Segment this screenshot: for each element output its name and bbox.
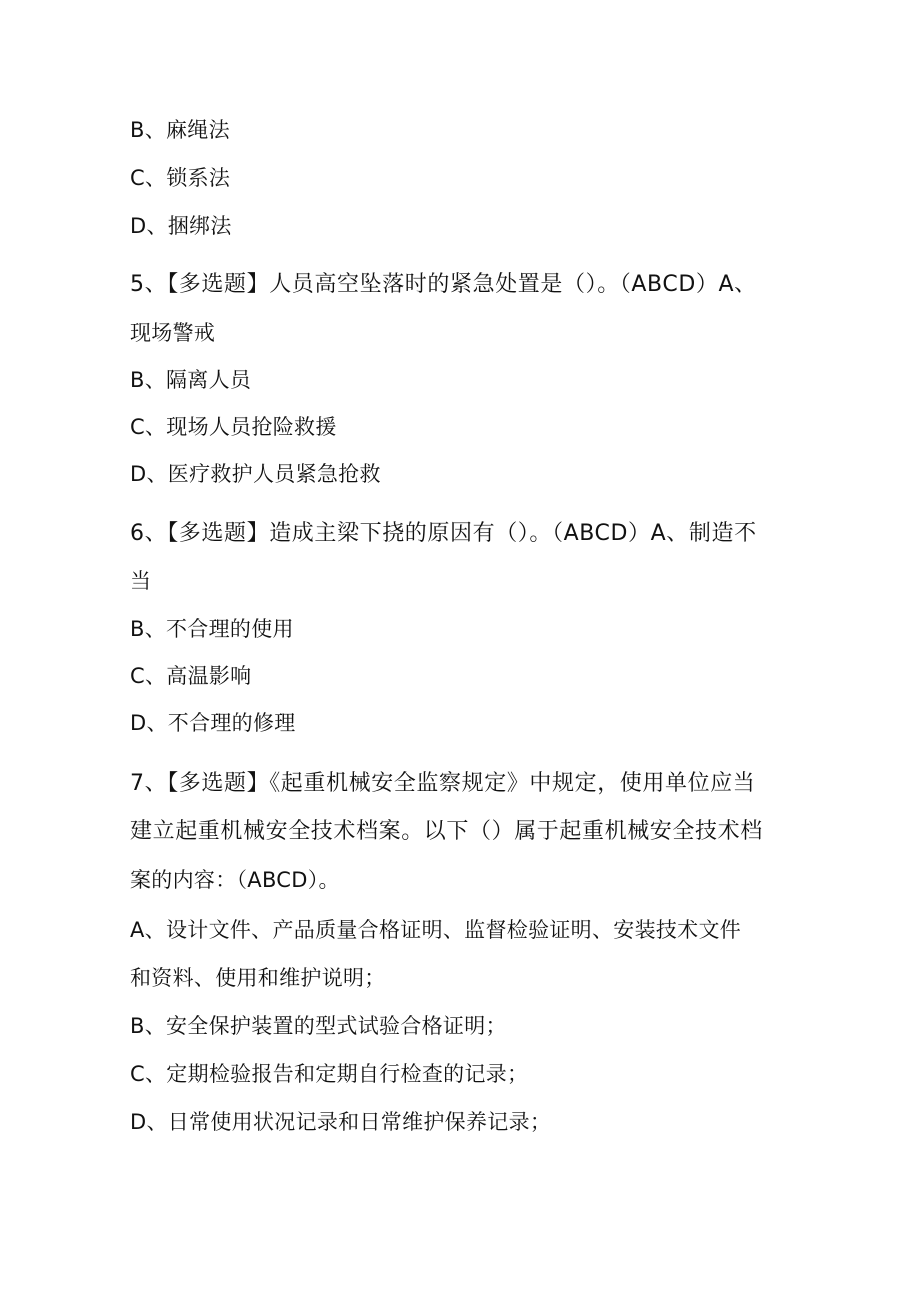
q7-option-a-line2: 和资料、使用和维护说明； [130, 966, 386, 990]
q6-option-d: D、不合理的修理 [130, 711, 296, 735]
q7-option-a-line1: A、设计文件、产品质量合格证明、监督检验证明、安装技术文件 [130, 918, 742, 942]
q4-option-b: B、麻绳法 [130, 118, 230, 142]
q4-option-d: D、捆绑法 [130, 214, 232, 238]
q7-option-c: C、定期检验报告和定期自行检查的记录； [130, 1062, 529, 1086]
q6-option-b: B、不合理的使用 [130, 617, 294, 641]
q5-option-b: B、隔离人员 [130, 368, 252, 392]
q6-stem-line2: 当 [130, 569, 152, 593]
q5-stem-line2: 现场警戒 [130, 321, 216, 345]
q7-stem-line1: 7、【多选题】《起重机械安全监察规定》中规定，使用单位应当 [130, 771, 756, 796]
q6-stem-line1: 6、【多选题】造成主梁下挠的原因有（）。（ABCD）A、制造不 [130, 521, 757, 546]
q4-option-c: C、锁系法 [130, 166, 231, 190]
q6-option-c: C、高温影响 [130, 664, 252, 688]
q7-option-b: B、安全保护装置的型式试验合格证明； [130, 1014, 507, 1038]
q5-option-d: D、医疗救护人员紧急抢救 [130, 462, 381, 486]
q5-option-c: C、现场人员抢险救援 [130, 415, 337, 439]
q7-option-d: D、日常使用状况记录和日常维护保养记录； [130, 1110, 552, 1134]
q7-stem-line3: 案的内容：（ABCD）。 [130, 868, 340, 892]
q5-stem-line1: 5、【多选题】人员高空坠落时的紧急处置是（）。（ABCD）A、 [130, 272, 757, 297]
q7-stem-line2: 建立起重机械安全技术档案。以下（）属于起重机械安全技术档 [130, 819, 763, 844]
